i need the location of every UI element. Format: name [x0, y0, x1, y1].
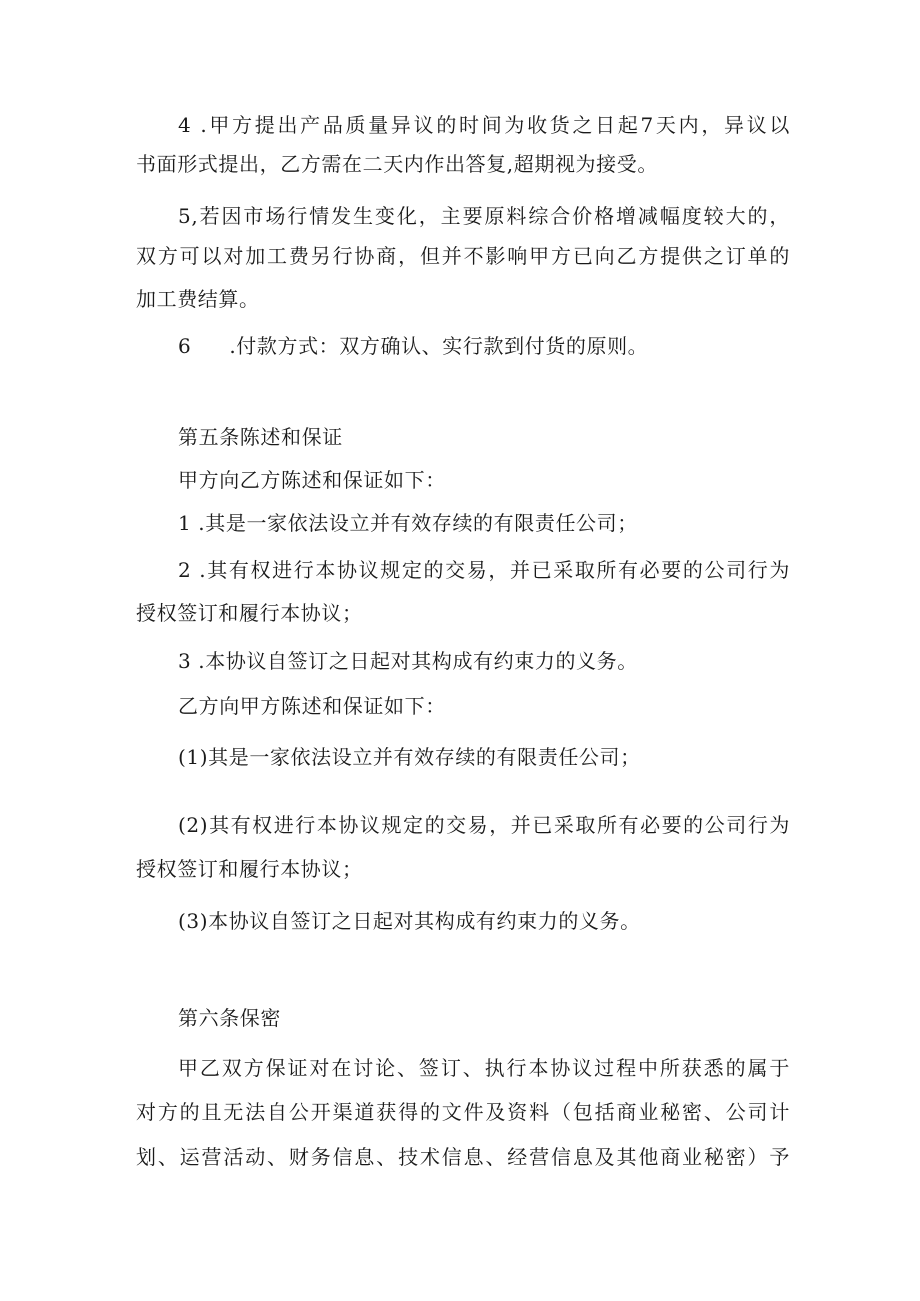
party-b-item-2-line-1: (2)其有权进行本协议规定的交易，并已采取所有必要的公司行为 [178, 813, 790, 837]
clause-5-line-3: 加工费结算。 [136, 287, 260, 311]
party-a-statement-intro: 甲方向乙方陈述和保证如下： [178, 468, 446, 492]
confidentiality-line-2: 对方的且无法自公开渠道获得的文件及资料（包括商业秘密、公司计 [136, 1100, 790, 1124]
party-a-item-3: 3 .本协议自签订之日起对其构成有约束力的义务。 [178, 649, 638, 673]
party-a-item-2-line-1: 2 .其有权进行本协议规定的交易，并已采取所有必要的公司行为 [178, 558, 790, 582]
clause-5-line-2: 双方可以对加工费另行协商，但并不影响甲方已向乙方提供之订单的 [136, 244, 790, 268]
clause-6-text: .付款方式：双方确认、实行款到付货的原则。 [229, 334, 649, 358]
party-a-item-2-line-2: 授权签订和履行本协议； [136, 601, 363, 625]
confidentiality-line-1: 甲乙双方保证对在讨论、签订、执行本协议过程中所获悉的属于 [178, 1056, 790, 1080]
clause-4-line-2: 书面形式提出，乙方需在二天内作出答复,超期视为接受。 [136, 152, 658, 176]
party-b-item-1: (1)其是一家依法设立并有效存续的有限责任公司； [178, 745, 641, 769]
article-5-heading: 第五条陈述和保证 [178, 425, 343, 449]
party-b-item-3: (3)本协议自签订之日起对其构成有约束力的义务。 [178, 909, 641, 933]
confidentiality-line-3: 划、运营活动、财务信息、技术信息、经营信息及其他商业秘密）予 [136, 1145, 790, 1169]
party-a-item-1: 1 .其是一家依法设立并有效存续的有限责任公司； [178, 511, 638, 535]
clause-6-line [178, 333, 648, 359]
clause-4-line-1: 4 .甲方提出产品质量异议的时间为收货之日起7天内，异议以 [178, 113, 790, 137]
party-b-statement-intro: 乙方向甲方陈述和保证如下： [178, 694, 446, 718]
party-b-item-2-line-2: 授权签订和履行本协议； [136, 857, 363, 881]
article-6-heading: 第六条保密 [178, 1006, 281, 1030]
clause-6-number: 6 [178, 334, 192, 358]
clause-5-line-1: 5,若因市场行情发生变化，主要原料综合价格增减幅度较大的， [178, 204, 790, 228]
